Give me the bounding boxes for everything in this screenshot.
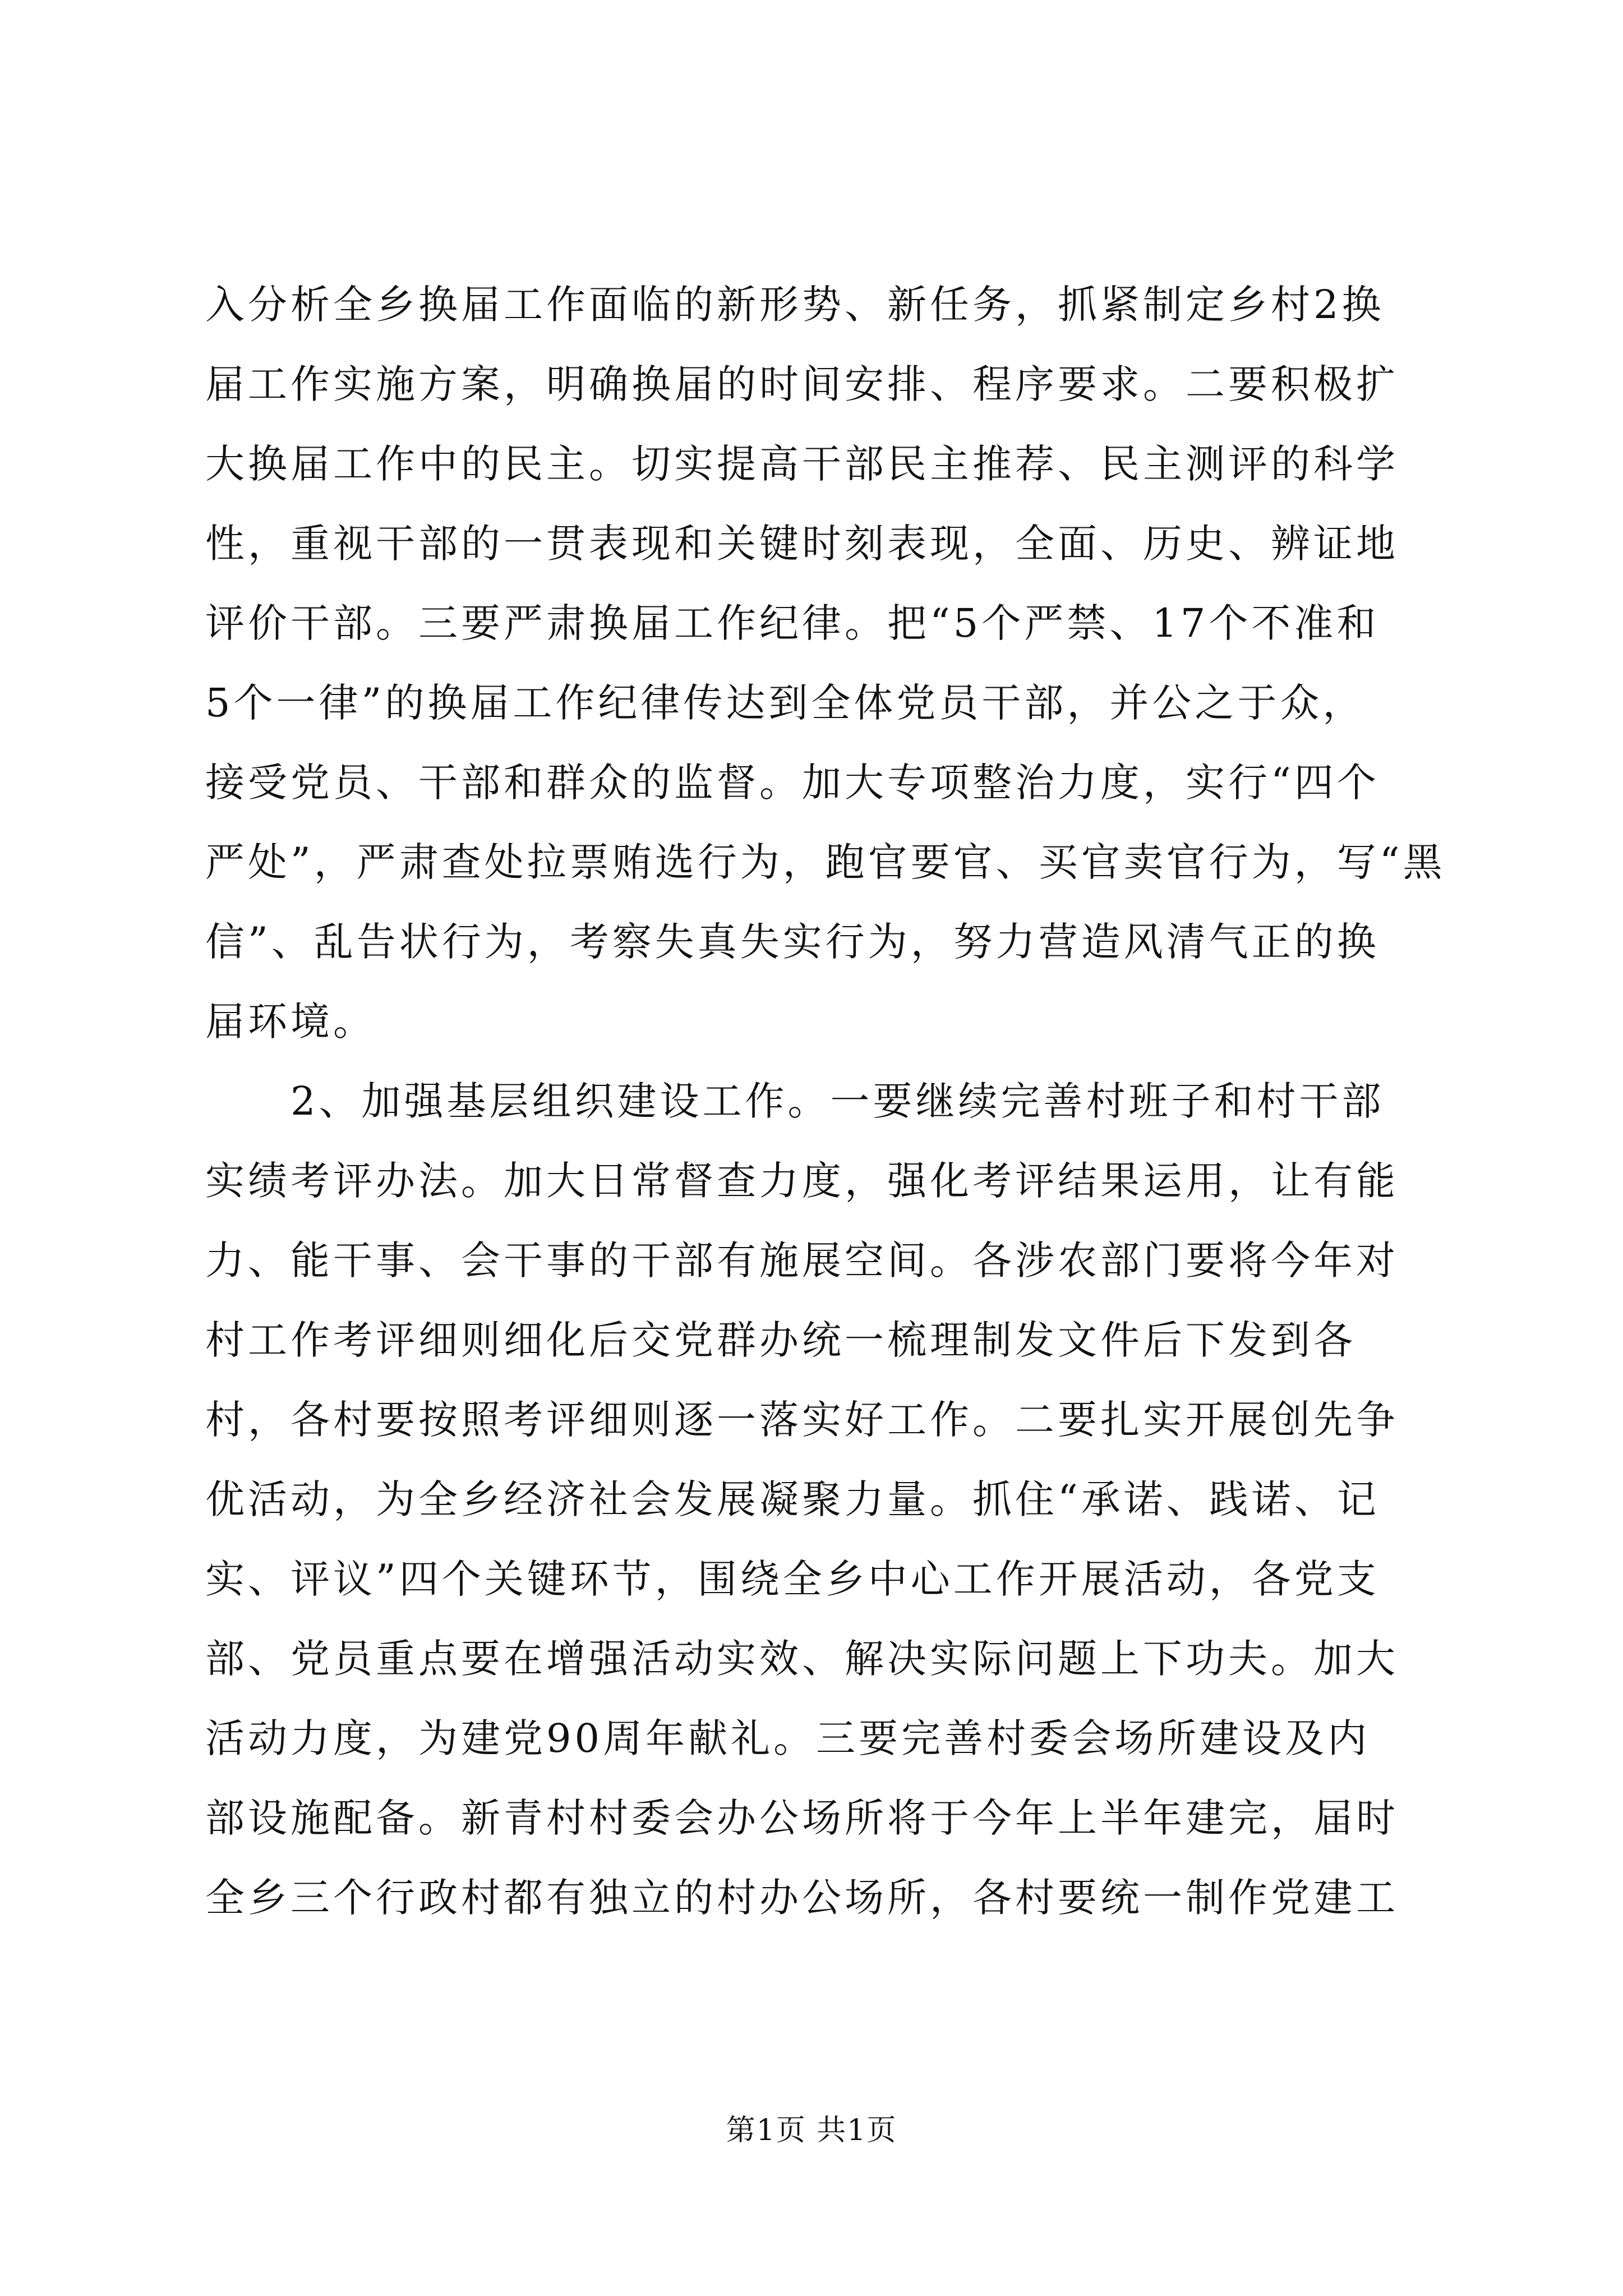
text-line: 评价干部。三要严肃换届工作纪律。把“5个严禁、17个不准和 bbox=[205, 600, 1380, 646]
text-line: 力、能干事、会干事的干部有施展空间。各涉农部门要将今年对 bbox=[205, 1237, 1399, 1283]
text-line: 大换届工作中的民主。切实提高干部民主推荐、民主测评的科学 bbox=[205, 441, 1399, 487]
text-line: 全乡三个行政村都有独立的村办公场所，各村要统一制作党建工 bbox=[205, 1875, 1399, 1921]
text-line: 性，重视干部的一贯表现和关键时刻表现，全面、历史、辨证地 bbox=[205, 521, 1399, 567]
text-line: 2、加强基层组织建设工作。一要继续完善村班子和村干部 bbox=[205, 1078, 1385, 1124]
text-line: 入分析全乡换届工作面临的新形势、新任务，抓紧制定乡村2换 bbox=[205, 282, 1385, 328]
text-line: 届环境。 bbox=[205, 999, 376, 1045]
text-line: 实、评议”四个关键环节，围绕全乡中心工作开展活动，各党支 bbox=[205, 1556, 1380, 1602]
text-line: 部、党员重点要在增强活动实效、解决实际问题上下功夫。加大 bbox=[205, 1636, 1399, 1682]
text-line: 村，各村要按照考评细则逐一落实好工作。二要扎实开展创先争 bbox=[205, 1397, 1399, 1443]
text-line: 5个一律”的换届工作纪律传达到全体党员干部，并公之于众， bbox=[205, 680, 1366, 726]
text-line: 村工作考评细则细化后交党群办统一梳理制发文件后下发到各 bbox=[205, 1317, 1356, 1363]
text-line: 届工作实施方案，明确换届的时间安排、程序要求。二要积极扩 bbox=[205, 361, 1399, 407]
text-line: 信”、乱告状行为，考察失真失实行为，努力营造风清气正的换 bbox=[205, 919, 1380, 965]
text-line: 部设施配备。新青村村委会办公场所将于今年上半年建完，届时 bbox=[205, 1795, 1399, 1841]
text-line: 严处”，严肃查处拉票贿选行为，跑官要官、买官卖官行为，写“黑 bbox=[205, 839, 1446, 885]
text-line: 实绩考评办法。加大日常督查力度，强化考评结果运用，让有能 bbox=[205, 1158, 1399, 1204]
page-number-footer: 第1页 共1页 bbox=[726, 2114, 897, 2147]
text-line: 活动力度，为建党90周年献礼。三要完善村委会场所建设及内 bbox=[205, 1715, 1371, 1761]
body-text bbox=[205, 265, 1446, 1938]
text-line: 接受党员、干部和群众的监督。加大专项整治力度，实行“四个 bbox=[205, 760, 1380, 806]
text-line: 优活动，为全乡经济社会发展凝聚力量。抓住“承诺、践诺、记 bbox=[205, 1476, 1380, 1522]
